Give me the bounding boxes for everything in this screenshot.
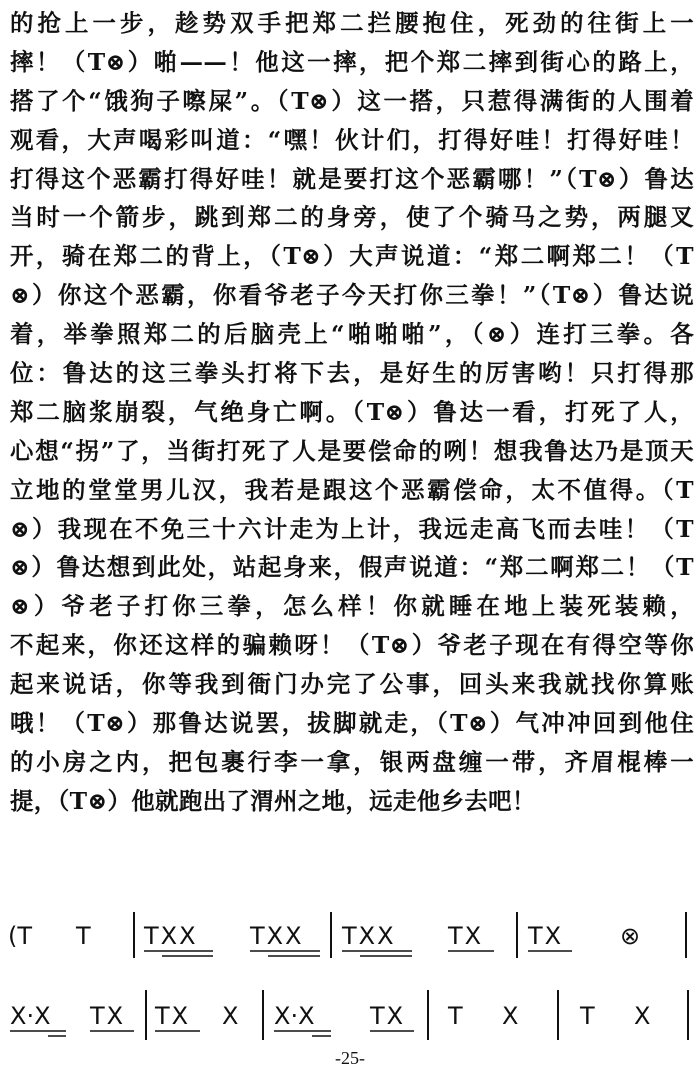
score-note: X·X bbox=[10, 1002, 51, 1030]
score-note: TXX bbox=[342, 922, 396, 950]
score-row-1 bbox=[8, 912, 686, 958]
score-note: TXX bbox=[250, 922, 304, 950]
prose-line: 提，（T⊗）他就跑出了渭州之地，远走他乡去吧！ bbox=[10, 786, 536, 815]
score-note: TX bbox=[448, 922, 484, 950]
score-note: ⊗ bbox=[620, 922, 641, 950]
score-note: (T bbox=[8, 922, 33, 950]
score-note: T bbox=[76, 922, 91, 950]
score-note: TX bbox=[370, 1002, 406, 1030]
score-note: TX bbox=[155, 1002, 191, 1030]
score-note: X bbox=[502, 1002, 519, 1030]
prose-line: 郑二脑浆崩裂，气绝身亡啊。（T⊗）鲁达一看，打死了人， bbox=[10, 397, 694, 426]
prose-line: 立地的堂堂男儿汉，我若是跟这个恶霸偿命，太不值得。（T bbox=[10, 475, 694, 504]
prose-line: 不起来，你还这样的骗赖呀！（T⊗）爷老子现在有得空等你 bbox=[10, 631, 694, 660]
score-note: T bbox=[448, 1002, 463, 1030]
prose-line: 搭了个“饿狗子嚓屎”。（T⊗）这一搭，只惹得满街的人围着 bbox=[10, 86, 694, 115]
score-row-2 bbox=[10, 990, 688, 1040]
prose-line: 着，举拳照郑二的后脑壳上“啪啪啪”，（⊗）连打三拳。各 bbox=[10, 320, 694, 349]
prose-line: 打得这个恶霸打得好哇！就是要打这个恶霸哪！”（T⊗）鲁达 bbox=[10, 164, 694, 193]
prose-line: ⊗）你这个恶霸，你看爷老子今天打你三拳！”（T⊗）鲁达说 bbox=[10, 281, 694, 310]
prose-line: 起来说话，你等我到衙门办完了公事，回头来我就找你算账 bbox=[10, 670, 694, 699]
prose-text bbox=[10, 4, 694, 821]
prose-line: ⊗）我现在不免三十六计走为上计，我远走高飞而去哇！（T bbox=[10, 514, 694, 543]
score-note: TX bbox=[90, 1002, 126, 1030]
prose-line: 当时一个箭步，跳到郑二的身旁，使了个骑马之势，两腿叉 bbox=[10, 203, 694, 232]
prose-line: 哦！（T⊗）那鲁达说罢，拔脚就走，（T⊗）气冲冲回到他住 bbox=[10, 709, 694, 738]
score-note: TX bbox=[528, 922, 564, 950]
page-number: -25- bbox=[335, 1048, 365, 1068]
score-note: X bbox=[634, 1002, 651, 1030]
prose-line: ⊗）爷老子打你三拳，怎么样！你就睡在地上装死装赖， bbox=[10, 592, 694, 621]
prose-line: 心想“拐”了，当街打死了人是要偿命的咧！想我鲁达乃是顶天 bbox=[10, 436, 694, 465]
prose-line: 位：鲁达的这三拳头打将下去，是好生的厉害哟！只打得那 bbox=[10, 359, 694, 388]
prose-line: 开，骑在郑二的背上，（T⊗）大声说道：“郑二啊郑二！（T bbox=[10, 242, 694, 271]
score-note: T bbox=[580, 1002, 595, 1030]
prose-line: 的抢上一步，趁势双手把郑二拦腰抱住，死劲的往街上一 bbox=[10, 9, 694, 37]
prose-line: 摔！（T⊗）啪——！他这一摔，把个郑二摔到街心的路上， bbox=[10, 47, 694, 76]
score-note: TXX bbox=[144, 922, 198, 950]
prose-line: 的小房之内，把包裹行李一拿，银两盘缠一带，齐眉棍棒一 bbox=[10, 747, 694, 776]
prose-line: 观看，大声喝彩叫道：“嘿！伙计们，打得好哇！打得好哇！ bbox=[10, 125, 694, 154]
score-note: X bbox=[222, 1002, 239, 1030]
prose-line: ⊗）鲁达想到此处，站起身来，假声说道：“郑二啊郑二！（T bbox=[10, 553, 694, 582]
score-note: X·X bbox=[274, 1002, 315, 1030]
